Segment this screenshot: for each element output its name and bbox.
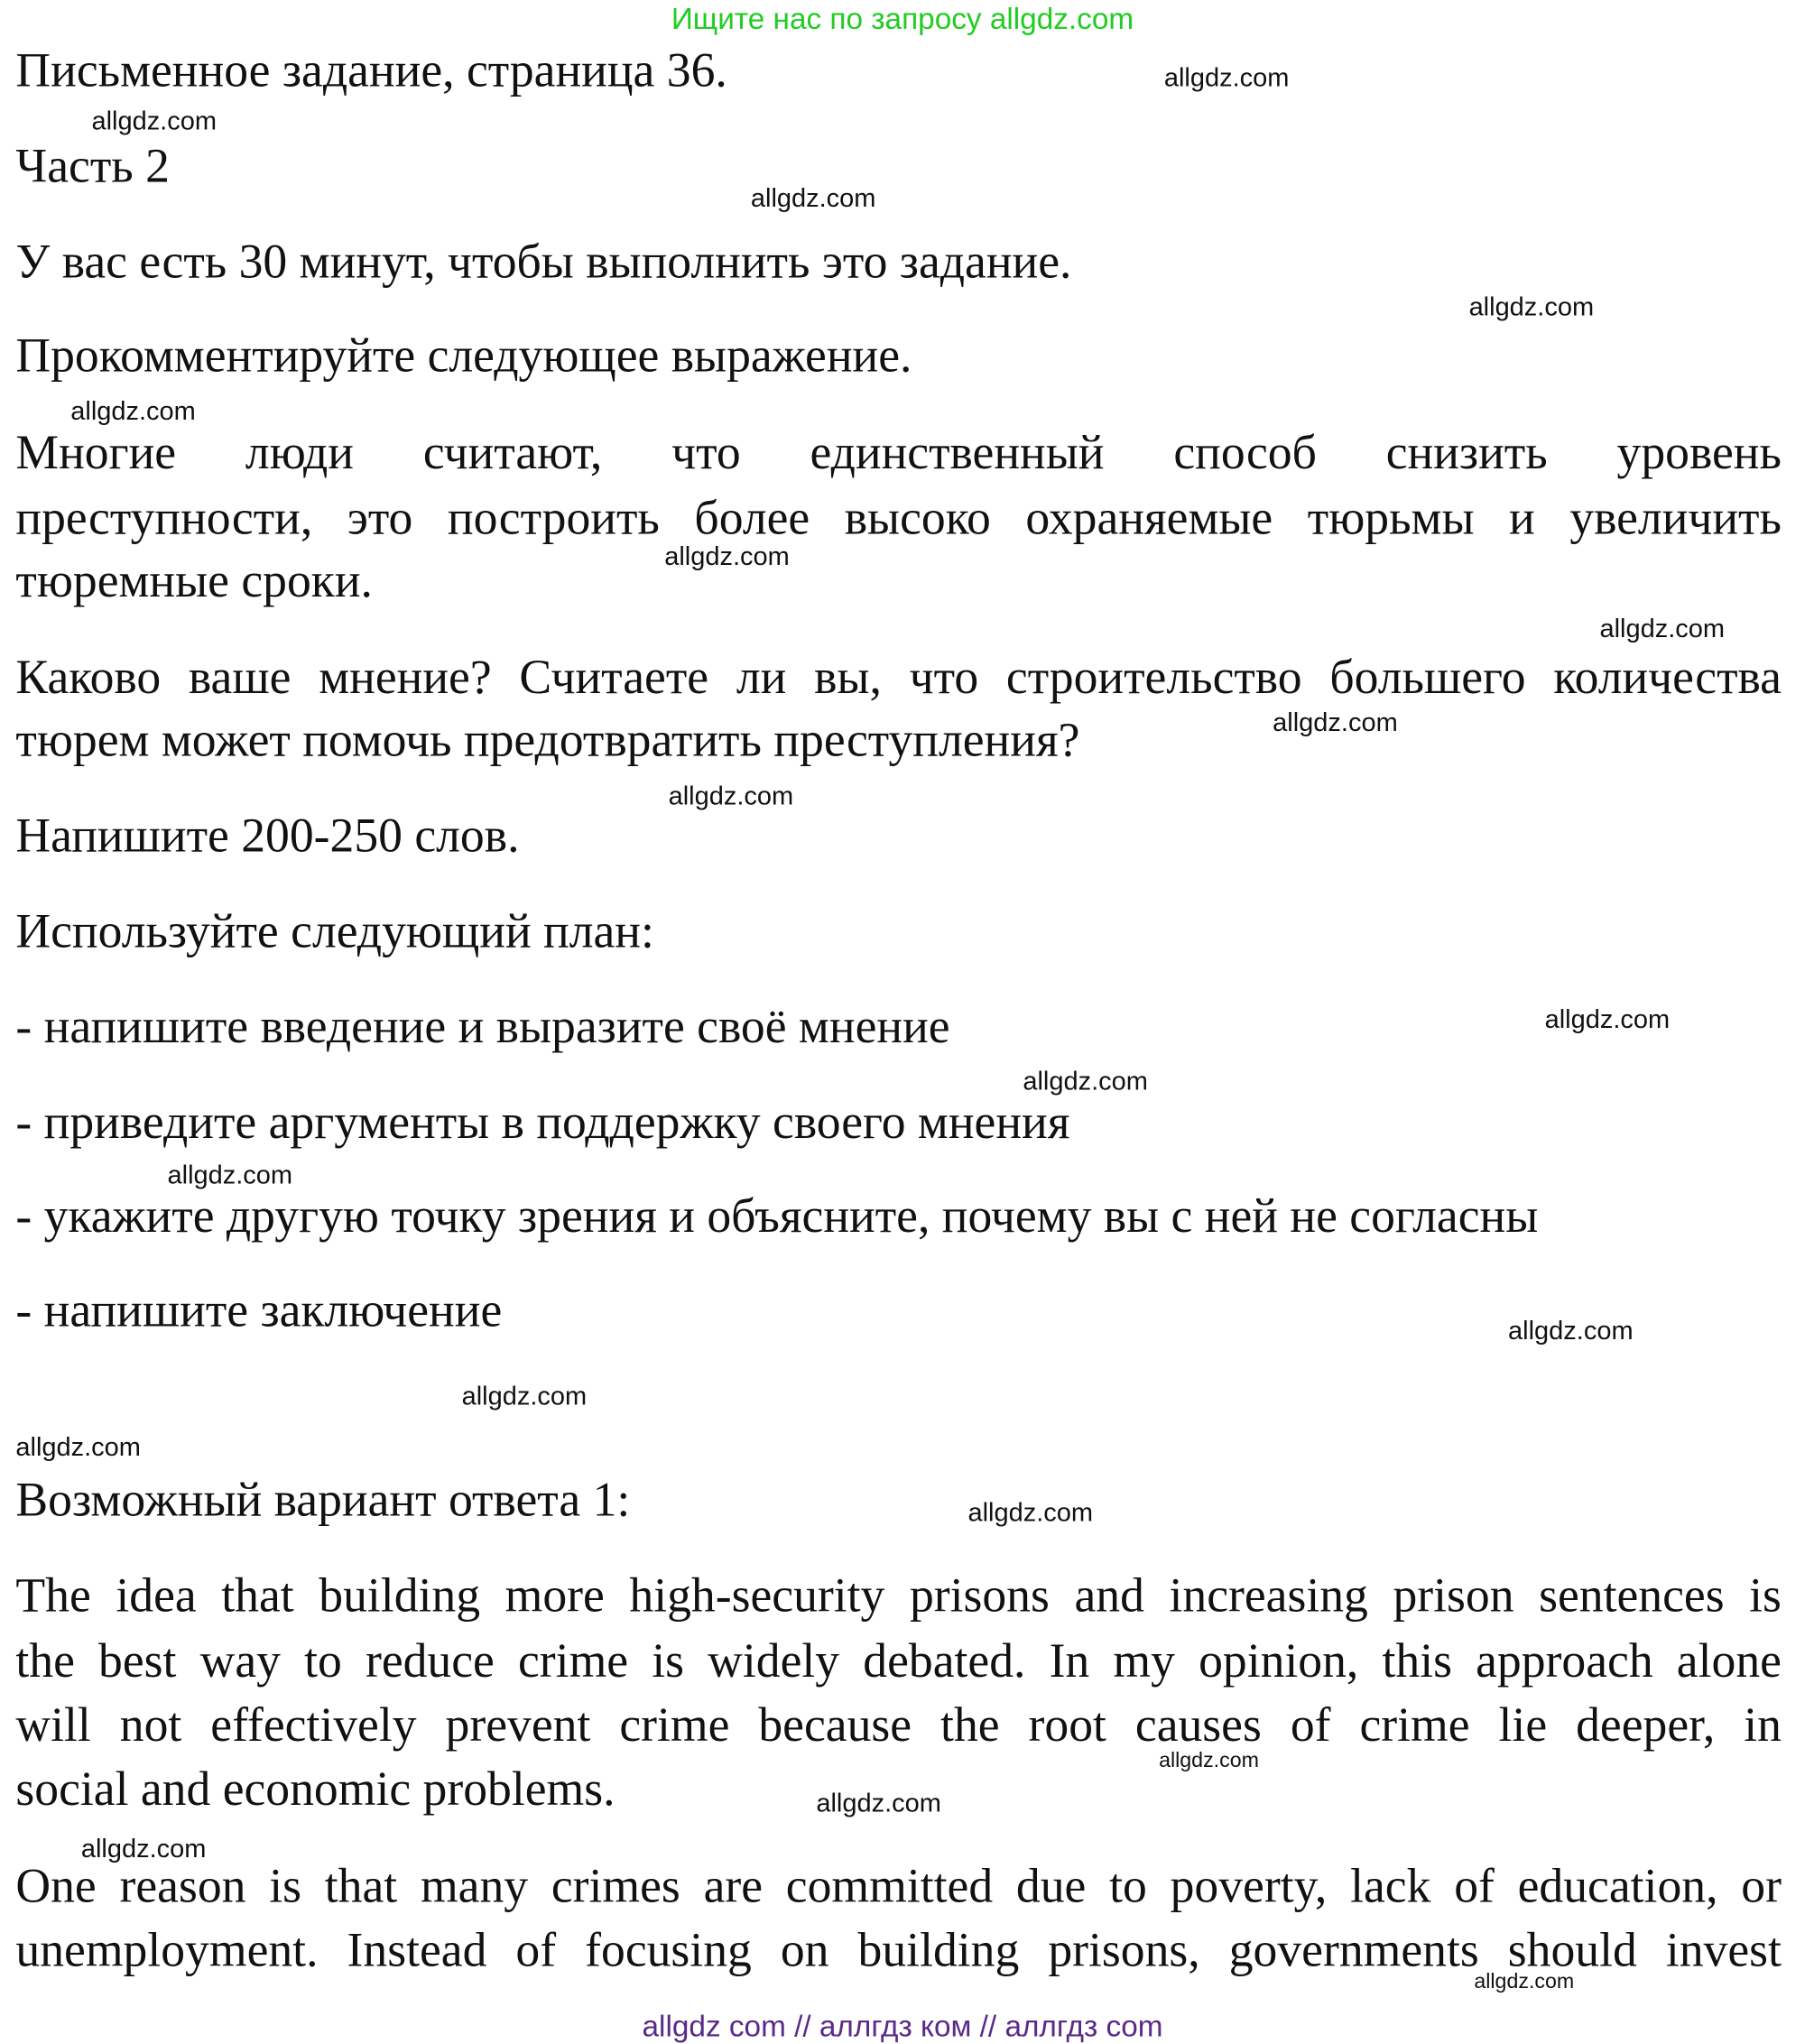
question-line: Каково ваше мнение? Считаете ли вы, что строительство большего количества — [15, 651, 1782, 706]
question-line: тюрем может помочь предотвратить преступления? — [15, 714, 1080, 768]
watermark: allgdz.com — [668, 782, 794, 811]
watermark: allgdz.com — [91, 106, 218, 136]
watermark: allgdz.com — [461, 1382, 588, 1411]
task-instruction: Прокомментируйте следующее выражение. — [15, 329, 912, 384]
plan-item: - приведите аргументы в поддержку своего мнения — [15, 1096, 1070, 1150]
answer-line: the best way to reduce crime is widely debated. In my opinion, this approach alone — [15, 1634, 1782, 1689]
word-count: Напишите 200-250 слов. — [15, 809, 520, 864]
watermark: allgdz.com — [816, 1789, 941, 1818]
watermark: allgdz.com — [1544, 1005, 1671, 1035]
watermark: allgdz.com — [1163, 64, 1290, 93]
answer-line: The idea that building more high-security prisons and increasing prison sentences is — [15, 1569, 1782, 1623]
watermark: allgdz.com — [1159, 1750, 1259, 1772]
watermark: allgdz.com — [967, 1498, 1094, 1528]
task-time: У вас есть 30 минут, чтобы выполнить это задание. — [15, 235, 1072, 290]
watermark: allgdz.com — [1474, 1971, 1575, 1993]
part-heading: Часть 2 — [15, 140, 170, 194]
plan-item: - укажите другую точку зрения и объясните, почему вы с ней не согласны — [15, 1189, 1539, 1244]
statement-line: Многие люди считают, что единственный способ снизить уровень — [15, 426, 1782, 480]
watermark: allgdz.com — [1273, 708, 1398, 738]
watermark: allgdz.com — [1023, 1067, 1148, 1096]
answer-line: unemployment. Instead of focusing on building prisons, governments should invest — [15, 1923, 1782, 1978]
plan-heading: Используйте следующий план: — [15, 904, 654, 959]
plan-item: - напишите заключение — [15, 1284, 503, 1338]
watermark: allgdz.com — [70, 397, 196, 427]
watermark: allgdz.com — [1599, 615, 1726, 644]
search-banner: Ищите нас по запросу allgdz.com — [671, 1, 1134, 36]
answer-line: One reason is that many crimes are committed due to poverty, lack of education, or — [15, 1859, 1782, 1914]
plan-item: - напишите введение и выразите своё мнение — [15, 1000, 950, 1055]
answer-line: social and economic problems. — [15, 1762, 616, 1817]
watermark: allgdz.com — [15, 1433, 141, 1463]
answer-heading: Возможный вариант ответа 1: — [15, 1474, 631, 1528]
watermark: allgdz.com — [80, 1835, 207, 1864]
statement-line: преступности, это построить более высоко охраняемые тюрьмы и увеличить — [15, 491, 1782, 546]
page-title: Письменное задание, страница 36. — [15, 44, 727, 98]
watermark: allgdz.com — [1508, 1317, 1634, 1346]
watermark: allgdz.com — [664, 542, 790, 572]
footer-banner: allgdz com // аллгдз ком // аллгдз com — [642, 2009, 1163, 2043]
watermark: allgdz.com — [1468, 292, 1595, 322]
statement-line: тюремные сроки. — [15, 554, 373, 608]
answer-line: will not effectively prevent crime because the root causes of crime lie deeper, in — [15, 1698, 1782, 1753]
watermark: allgdz.com — [750, 184, 876, 214]
watermark: allgdz.com — [167, 1161, 293, 1190]
